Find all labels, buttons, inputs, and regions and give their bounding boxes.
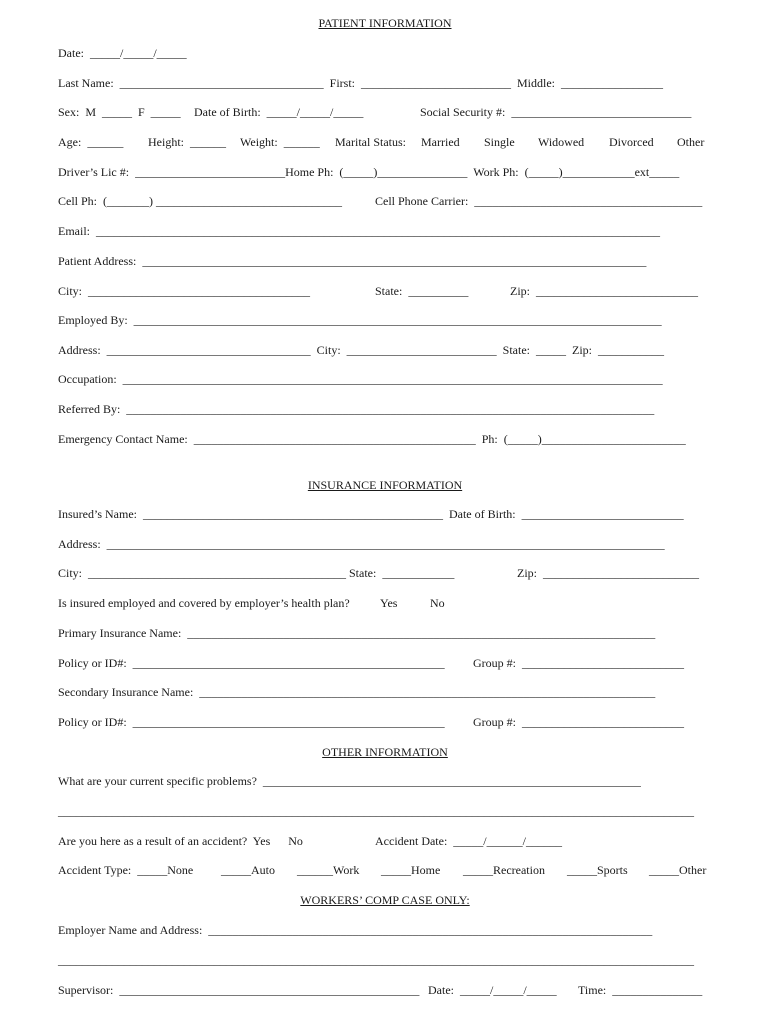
accident-type-other[interactable]: _____Other [649,863,707,877]
primary-insurance-field[interactable]: Primary Insurance Name: ______________________________________________________________________________ [58,626,656,640]
marital-option-other[interactable]: Other [677,135,705,149]
insurance-address-field[interactable]: Address: _____________________________________________________________________________________________ [58,537,665,551]
cell-phone-field[interactable]: Cell Ph: (_______) _______________________________ [58,194,342,208]
insurance-zip-field[interactable]: Zip: __________________________ [517,566,699,580]
workers-comp-heading: WORKERS’ COMP CASE ONLY: [300,893,470,907]
secondary-insurance-field[interactable]: Secondary Insurance Name: ____________________________________________________________________________ [58,685,656,699]
problems-field-line2[interactable]: __________________________________________________________________________________________________________ [58,804,694,818]
workers-comp-date-field[interactable]: Date: _____/_____/_____ [428,983,557,997]
supervisor-field[interactable]: Supervisor: __________________________________________________ [58,983,420,997]
accident-type-auto[interactable]: _____Auto [221,863,275,877]
name-fields[interactable]: Last Name: __________________________________ First: _________________________ Middle: _________________ [58,76,663,90]
email-field[interactable]: Email: ______________________________________________________________________________________________ [58,224,660,238]
sex-field[interactable]: Sex: M _____ F _____ [58,105,181,119]
patient-info-heading: PATIENT INFORMATION [318,16,452,30]
group-field-2[interactable]: Group #: ___________________________ [473,715,684,729]
accident-type-work[interactable]: ______Work [297,863,360,877]
employer-name-address-line2[interactable]: __________________________________________________________________________________________________________ [58,953,694,967]
city-field[interactable]: City: _____________________________________ [58,284,311,298]
problems-field[interactable]: What are your current specific problems? _______________________________________________________________ [58,774,641,788]
accident-question[interactable]: Are you here as a result of an accident? Yes No [58,834,303,848]
occupation-field[interactable]: Occupation: __________________________________________________________________________________________ [58,372,663,386]
ssn-field[interactable]: Social Security #: ______________________________ [420,105,692,119]
accident-type-sports[interactable]: _____Sports [567,863,628,877]
emergency-contact-field[interactable]: Emergency Contact Name: _______________________________________________ Ph: (_____)________________________ [58,432,686,446]
marital-option-married[interactable]: Married [421,135,460,149]
policy-id-field-2[interactable]: Policy or ID#: ____________________________________________________ [58,715,445,729]
insured-name-field[interactable]: Insured’s Name: __________________________________________________ Date of Birth: ___________________________ [58,507,684,521]
marital-option-divorced[interactable]: Divorced [609,135,654,149]
patient-address-field[interactable]: Patient Address: ____________________________________________________________________________________ [58,254,647,268]
workers-comp-time-field[interactable]: Time: _______________ [578,983,703,997]
accident-type-recreation[interactable]: _____Recreation [463,863,545,877]
dob-field[interactable]: Date of Birth: _____/_____/_____ [194,105,364,119]
state-field[interactable]: State: __________ [375,284,469,298]
insurance-info-heading: INSURANCE INFORMATION [307,478,463,492]
referred-by-field[interactable]: Referred By: ________________________________________________________________________________________ [58,402,655,416]
group-field-1[interactable]: Group #: ___________________________ [473,656,684,670]
marital-option-widowed[interactable]: Widowed [538,135,585,149]
cell-carrier-field[interactable]: Cell Phone Carrier: ______________________________________ [375,194,703,208]
marital-option-single[interactable]: Single [484,135,515,149]
age-field[interactable]: Age: ______ [58,135,124,149]
employer-name-address-field[interactable]: Employer Name and Address: __________________________________________________________________________ [58,923,653,937]
accident-type-home[interactable]: _____Home [381,863,441,877]
employer-address-field[interactable]: Address: __________________________________ City: _________________________ State: _____ Zip: ___________ [58,343,664,357]
accident-date-field[interactable]: Accident Date: _____/______/______ [375,834,562,848]
other-info-heading: OTHER INFORMATION [322,745,448,759]
height-field[interactable]: Height: ______ [148,135,226,149]
policy-id-field-1[interactable]: Policy or ID#: ____________________________________________________ [58,656,445,670]
insurance-city-state-field[interactable]: City: ___________________________________________ State: ____________ [58,566,455,580]
phones-field[interactable]: Driver’s Lic #: _________________________Home Ph: (_____)_______________ Work Ph: (_____)____________ext_____ [58,165,680,179]
employed-by-field[interactable]: Employed By: ________________________________________________________________________________________ [58,313,662,327]
employer-plan-yes[interactable]: Yes [380,596,398,610]
accident-type-none[interactable]: Accident Type: _____None [58,863,194,877]
zip-field[interactable]: Zip: ___________________________ [510,284,698,298]
employer-plan-question: Is insured employed and covered by employer’s health plan? [58,596,350,610]
date-field[interactable]: Date: _____/_____/_____ [58,46,187,60]
weight-field[interactable]: Weight: ______ [240,135,320,149]
employer-plan-no[interactable]: No [430,596,445,610]
marital-status-label: Marital Status: [335,135,406,149]
